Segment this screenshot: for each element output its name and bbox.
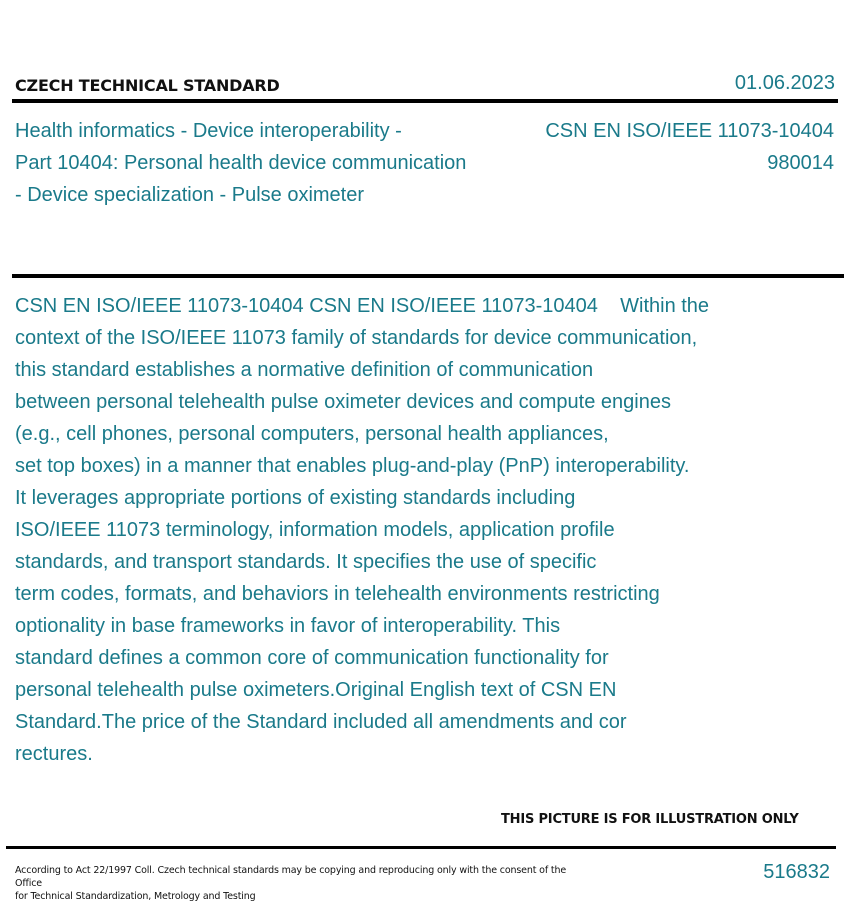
abstract-line: CSN EN ISO/IEEE 11073-10404 CSN EN ISO/IEEE 11073-10404 Within the bbox=[15, 295, 710, 317]
catalog-number: 516832 bbox=[763, 861, 830, 883]
abstract-line: set top boxes) in a manner that enables plug-and-play (PnP) interoperability. bbox=[15, 455, 690, 477]
abstract-line: this standard establishes a normative definition of communication bbox=[15, 359, 594, 381]
copyright-line: According to Act 22/1997 Coll. Czech technical standards may be copying and reproducing only with the consent of the Office bbox=[15, 865, 567, 889]
abstract-line: Standard.The price of the Standard included all amendments and cor bbox=[15, 711, 627, 733]
document-title-line: Part 10404: Personal health device communication bbox=[15, 152, 467, 174]
copyright-notice bbox=[15, 864, 595, 903]
abstract-line: rectures. bbox=[15, 743, 93, 765]
abstract-line: (e.g., cell phones, personal computers, personal health appliances, bbox=[15, 423, 609, 445]
footer-divider bbox=[6, 846, 836, 849]
document-title-line: Health informatics - Device interoperability - bbox=[15, 120, 402, 142]
abstract-line: between personal telehealth pulse oximeter devices and compute engines bbox=[15, 391, 671, 413]
abstract-line: optionality in base frameworks in favor of interoperability. This bbox=[15, 615, 561, 637]
publication-date: 01.06.2023 bbox=[734, 72, 835, 94]
document-title-line: - Device specialization - Pulse oximeter bbox=[15, 184, 365, 206]
document-identifiers bbox=[545, 115, 834, 179]
illustration-disclaimer: THIS PICTURE IS FOR ILLUSTRATION ONLY bbox=[501, 812, 799, 827]
abstract-line: context of the ISO/IEEE 11073 family of standards for device communication, bbox=[15, 327, 698, 349]
abstract-line: personal telehealth pulse oximeters.Original English text of CSN EN bbox=[15, 679, 617, 701]
abstract-text bbox=[15, 290, 775, 770]
abstract-line: standards, and transport standards. It specifies the use of specific bbox=[15, 551, 597, 573]
class-number: 980014 bbox=[767, 152, 834, 174]
title-divider bbox=[12, 274, 844, 278]
abstract-line: standard defines a common core of communication functionality for bbox=[15, 647, 609, 669]
standard-type-heading: CZECH TECHNICAL STANDARD bbox=[15, 76, 280, 95]
abstract-line: ISO/IEEE 11073 terminology, information models, application profile bbox=[15, 519, 615, 541]
document-title bbox=[15, 115, 515, 211]
copyright-line: for Technical Standardization, Metrology and Testing bbox=[15, 891, 256, 902]
standard-code: CSN EN ISO/IEEE 11073-10404 bbox=[545, 120, 834, 142]
abstract-line: It leverages appropriate portions of existing standards including bbox=[15, 487, 576, 509]
header-divider bbox=[12, 99, 838, 103]
abstract-line: term codes, formats, and behaviors in telehealth environments restricting bbox=[15, 583, 660, 605]
